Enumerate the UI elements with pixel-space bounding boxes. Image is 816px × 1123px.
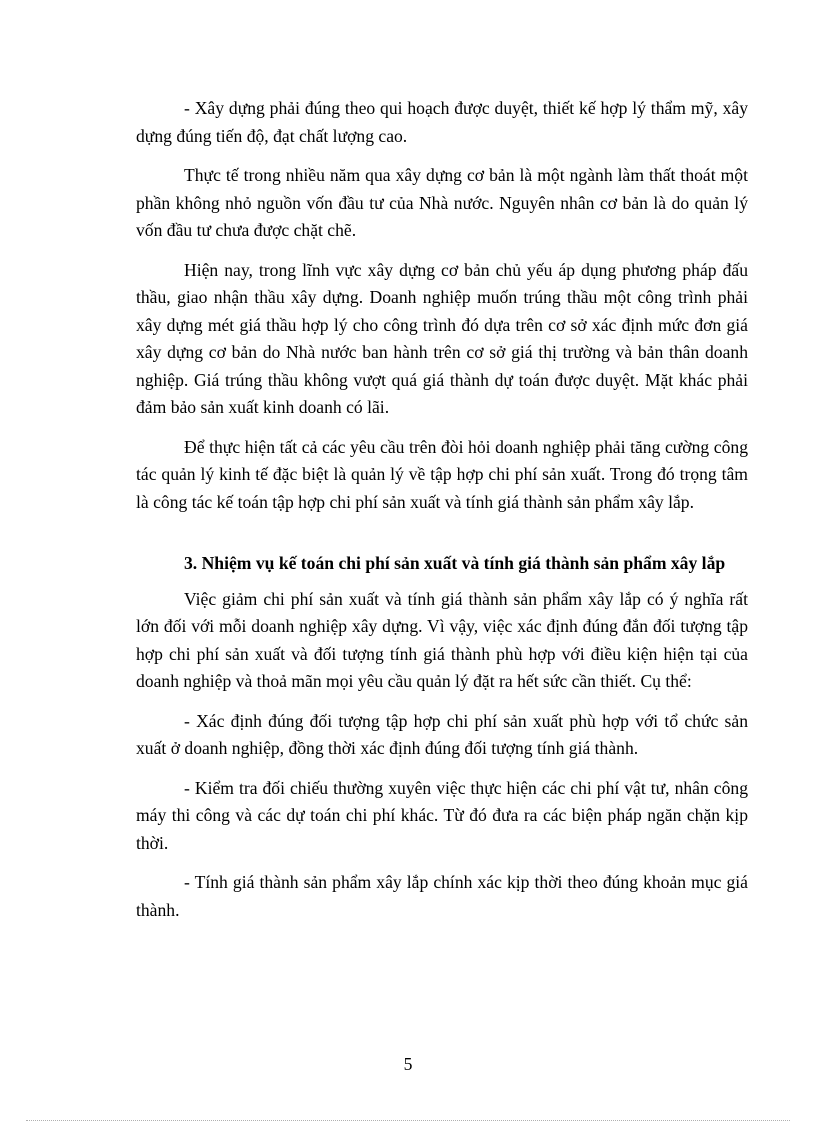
paragraph-requirement-construction: - Xây dựng phải đúng theo qui hoạch được duyệt, thiết kế hợp lý thẩm mỹ, xây dựng đúng tiến độ, đạt chất lượng cao. [136, 98, 748, 146]
paragraph-task-determine: - Xác định đúng đối tượng tập hợp chi phí sản xuất phù hợp với tổ chức sản xuất ở doanh nghiệp, đồng thời xác định đúng đối tượng tính giá thành. [136, 710, 748, 758]
paragraph-management: Để thực hiện tất cả các yêu cầu trên đòi hỏi doanh nghiệp phải tăng cường công tác quản lý kinh tế đặc biệt là quản lý về tập hợp chi phí sản xuất. Trong đó trọng tâm là công tác kế toán tập hợp chi phí sản xuất và tính giá thành sản phẩm xây lắp. [136, 436, 748, 512]
page-number: 5 [403, 1054, 413, 1074]
paragraph-capital-loss: Thực tế trong nhiều năm qua xây dựng cơ bản là một ngành làm thất thoát một phần không nhỏ nguồn vốn đầu tư của Nhà nước. Nguyên nhân cơ bản là do quản lý vốn đầu tư chưa được chặt chẽ. [136, 165, 748, 240]
document-body [136, 95, 748, 936]
paragraph-bidding: Hiện nay, trong lĩnh vực xây dựng cơ bản chủ yếu áp dụng phương pháp đấu thầu, giao nhận thầu xây dựng. Doanh nghiệp muốn trúng thầu một công trình phải xây dựng mét giá thầu hợp lý cho công trình đó dựa trên cơ sở xác định mức đơn giá xây dựng cơ bản do Nhà nước ban hành trên cơ sở giá thị trường và bản thân doanh nghiệp. Giá trúng thầu không vượt quá giá thành dự toán được duyệt. Mặt khác phải đảm bảo sản xuất kinh doanh có lãi. [136, 259, 748, 417]
section-heading: 3. Nhiệm vụ kế toán chi phí sản xuất và tính giá thành sản phẩm xây lắp [184, 553, 726, 573]
paragraph-task-calculate: - Tính giá thành sản phẩm xây lắp chính xác kịp thời theo đúng khoản mục giá thành. [136, 872, 748, 920]
page-bottom-divider [26, 1120, 790, 1121]
paragraph-cost-reduction: Việc giảm chi phí sản xuất và tính giá thành sản phẩm xây lắp có ý nghĩa rất lớn đối với mỗi doanh nghiệp xây dựng. Vì vậy, việc xác định đúng đắn đối tượng tập hợp chi phí sản xuất và đối tượng tính giá thành phù hợp với điều kiện hiện tại của doanh nghiệp và thoả mãn mọi yêu cầu quản lý đặt ra hết sức cần thiết. Cụ thể: [136, 588, 748, 691]
paragraph-task-inspect: - Kiểm tra đối chiếu thường xuyên việc thực hiện các chi phí vật tư, nhân công máy thi công và các dự toán chi phí khác. Từ đó đưa ra các biện pháp ngăn chặn kịp thời. [136, 777, 748, 853]
